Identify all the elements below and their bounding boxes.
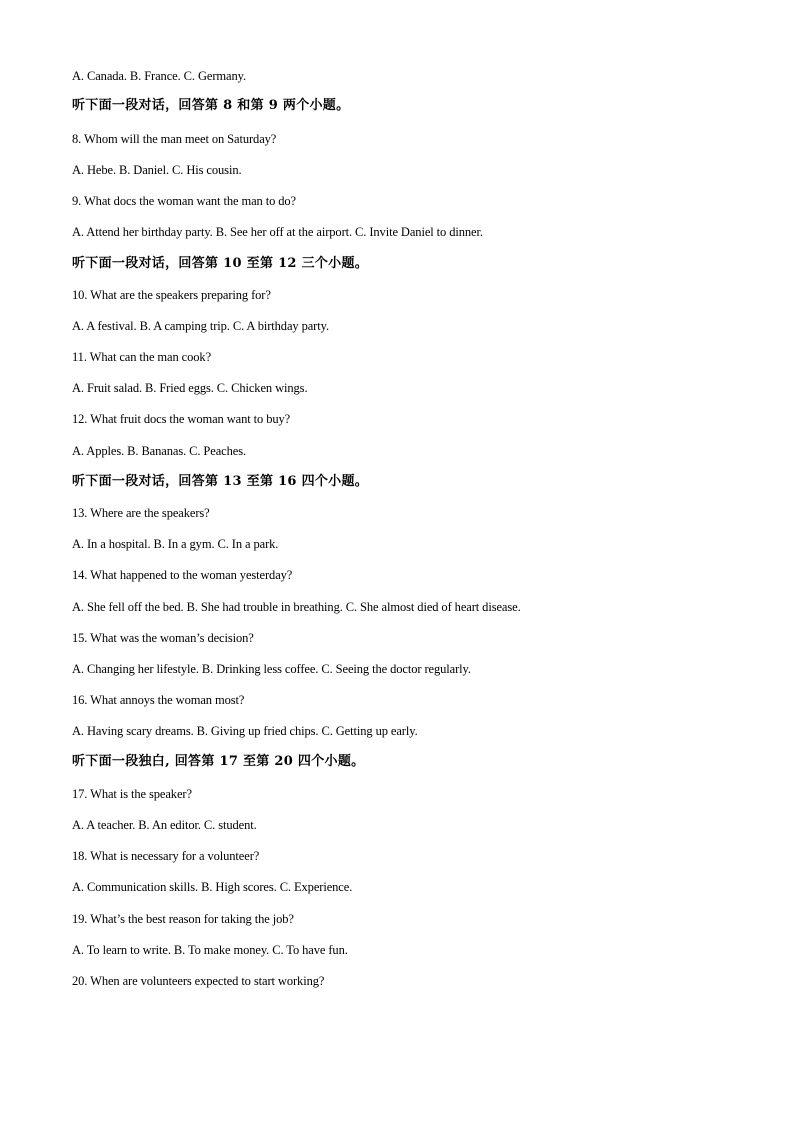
question-text: 18. What is necessary for a volunteer?: [72, 849, 260, 863]
options-line: A. Canada. B. France. C. Germany.: [72, 69, 246, 83]
section-heading: 听下面一段对话，回答第 8 和第 9 两个小题。: [72, 98, 350, 113]
options-line: A. She fell off the bed. B. She had trouble in breathing. C. She almost died of heart disease.: [72, 600, 521, 614]
question-text: 10. What are the speakers preparing for?: [72, 288, 271, 302]
options-line: A. Hebe. B. Daniel. C. His cousin.: [72, 163, 242, 177]
options-line: A. To learn to write. B. To make money. C. To have fun.: [72, 943, 348, 957]
options-line: A. A festival. B. A camping trip. C. A birthday party.: [72, 319, 329, 333]
options-line: A. In a hospital. B. In a gym. C. In a park.: [72, 537, 279, 551]
question-text: 9. What docs the woman want the man to do?: [72, 194, 296, 208]
section-heading: 听下面一段对话，回答第 13 至第 16 四个小题。: [72, 474, 369, 489]
question-text: 16. What annoys the woman most?: [72, 693, 245, 707]
options-line: A. Communication skills. B. High scores. C. Experience.: [72, 880, 353, 894]
section-heading: 听下面一段对话，回答第 10 至第 12 三个小题。: [72, 256, 369, 271]
question-text: 12. What fruit docs the woman want to buy?: [72, 412, 291, 426]
question-text: 14. What happened to the woman yesterday?: [72, 568, 293, 582]
section-heading: 听下面一段独白, 回答第 17 至第 20 四个小题。: [72, 754, 365, 769]
question-text: 11. What can the man cook?: [72, 350, 212, 364]
options-line: A. Attend her birthday party. B. See her off at the airport. C. Invite Daniel to dinner.: [72, 225, 483, 239]
options-line: A. Apples. B. Bananas. C. Peaches.: [72, 444, 247, 458]
options-line: A. Changing her lifestyle. B. Drinking less coffee. C. Seeing the doctor regularly.: [72, 662, 471, 676]
options-line: A. A teacher. B. An editor. C. student.: [72, 818, 257, 832]
question-text: 15. What was the woman’s decision?: [72, 631, 254, 645]
question-text: 8. Whom will the man meet on Saturday?: [72, 132, 277, 146]
question-text: 20. When are volunteers expected to start working?: [72, 974, 325, 988]
options-line: A. Having scary dreams. B. Giving up fried chips. C. Getting up early.: [72, 724, 418, 738]
question-text: 17. What is the speaker?: [72, 787, 192, 801]
options-line: A. Fruit salad. B. Fried eggs. C. Chicken wings.: [72, 381, 308, 395]
question-text: 13. Where are the speakers?: [72, 506, 210, 520]
question-text: 19. What’s the best reason for taking the job?: [72, 912, 294, 926]
